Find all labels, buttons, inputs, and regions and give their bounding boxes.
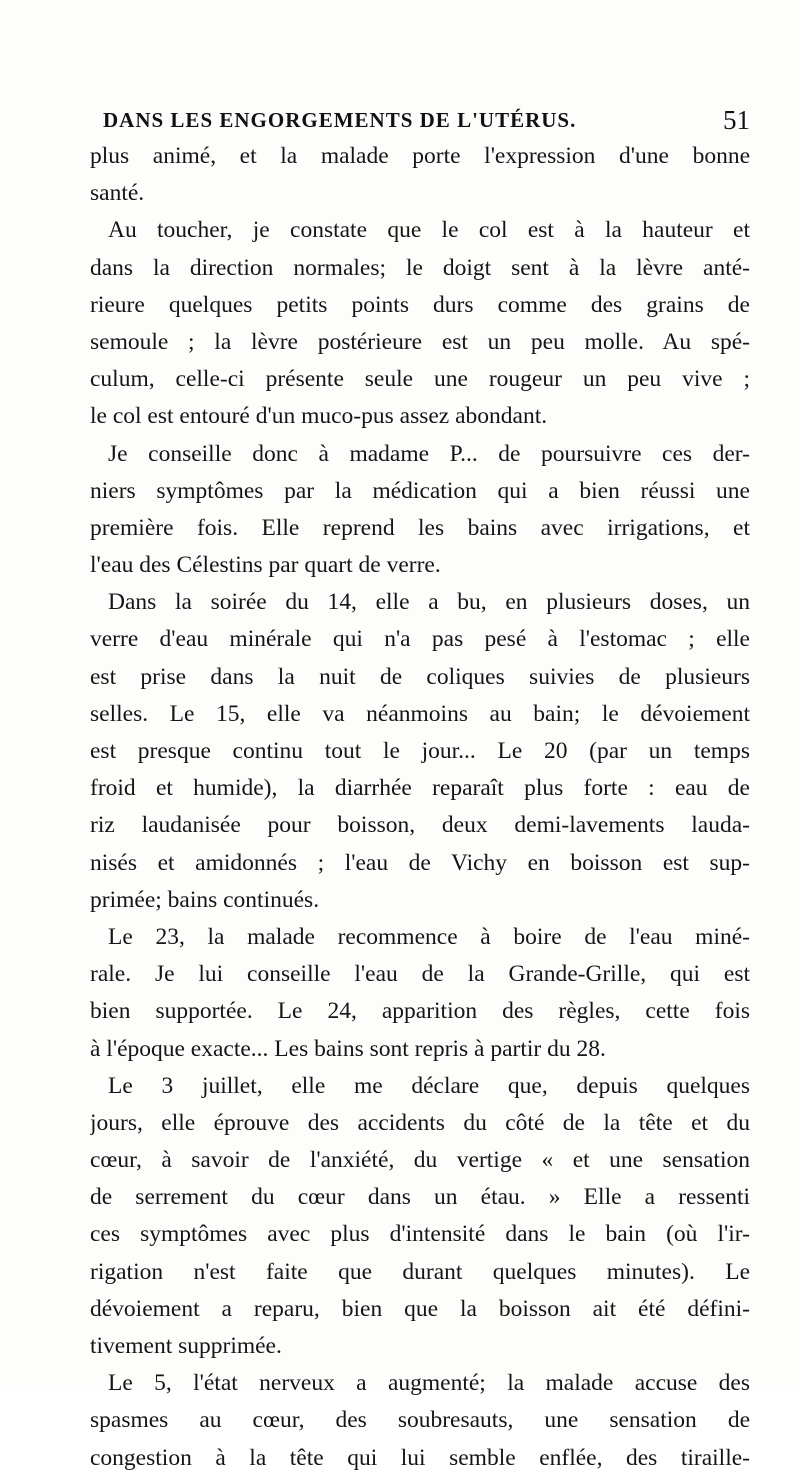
text-line: niers symptômes par la médication qui a bien réussi une [90, 477, 750, 504]
text-line: verre d'eau minérale qui n'a pas pesé à l'estomac ; elle [90, 626, 750, 653]
text-line: rale. Je lui conseille l'eau de la Grande-Grille, qui est [90, 961, 750, 988]
text-line: dans la direction normales; le doigt sent à la lèvre anté- [90, 254, 750, 281]
text-line: à l'époque exacte... Les bains sont repris à partir du 28. [90, 1035, 606, 1062]
text-line: dévoiement a reparu, bien que la boisson ait été défini- [90, 1295, 750, 1322]
text-line: l'eau des Célestins par quart de verre. [90, 552, 441, 579]
text-line: cœur, à savoir de l'anxiété, du vertige « et une sensation [90, 1147, 750, 1174]
text-line: santé. [90, 180, 145, 207]
text-line: Le 3 juillet, elle me déclare que, depuis quelques [108, 1072, 750, 1099]
text-line: froid et humide), la diarrhée reparaît plus forte : eau de [90, 775, 750, 802]
text-line: congestion à la tête qui lui semble enflée, des tiraille- [90, 1444, 750, 1471]
text-line: primée; bains continués. [90, 886, 320, 913]
text-line: Le 5, l'état nerveux a augmenté; la malade accuse des [108, 1370, 750, 1397]
text-line: tivement supprimée. [90, 1333, 282, 1359]
text-line: nisés et amidonnés ; l'eau de Vichy en boisson est sup- [90, 849, 750, 876]
text-line: spasmes au cœur, des soubresauts, une sensation de [90, 1407, 750, 1434]
text-line: riz laudanisée pour boisson, deux demi-lavements lauda- [90, 812, 750, 839]
text-line: bien supportée. Le 24, apparition des règles, cette fois [90, 998, 750, 1025]
text-line: Le 23, la malade recommence à boire de l'eau miné- [108, 923, 750, 950]
text-line: plus animé, et la malade porte l'expression d'une bonne [90, 143, 750, 169]
text-line: est prise dans la nuit de coliques suivies de plusieurs [90, 663, 750, 690]
text-line: le col est entouré d'un muco-pus assez abondant. [90, 403, 548, 430]
text-line: Au toucher, je constate que le col est à la hauteur et [108, 217, 750, 244]
running-title: DANS LES ENGORGEMENTS DE L'UTÉRUS. [103, 108, 577, 132]
text-line: rigation n'est faite que durant quelques minutes). Le [90, 1258, 750, 1285]
text-line: est presque continu tout le jour... Le 20 (par un temps [90, 738, 750, 764]
text-line: Dans la soirée du 14, elle a bu, en plusieurs doses, un [108, 589, 750, 616]
text-line: ces symptômes avec plus d'intensité dans le bain (où l'ir- [90, 1221, 750, 1248]
page-number: 51 [723, 105, 750, 135]
text-line: selles. Le 15, elle va néanmoins au bain; le dévoiement [90, 700, 750, 727]
text-line: jours, elle éprouve des accidents du côté de la tête et du [90, 1109, 750, 1136]
text-line: Je conseille donc à madame P... de poursuivre ces der- [108, 440, 750, 467]
text-line: première fois. Elle reprend les bains avec irrigations, et [90, 514, 750, 541]
text-line: de serrement du cœur dans un étau. » Elle a ressenti [90, 1184, 750, 1211]
text-line: culum, celle-ci présente seule une rougeur un peu vive ; [90, 366, 750, 393]
text-line: semoule ; la lèvre postérieure est un peu molle. Au spé- [90, 328, 750, 355]
page-header [90, 104, 750, 136]
body-text [90, 138, 750, 1477]
text-line: rieure quelques petits points durs comme des grains de [90, 291, 750, 318]
